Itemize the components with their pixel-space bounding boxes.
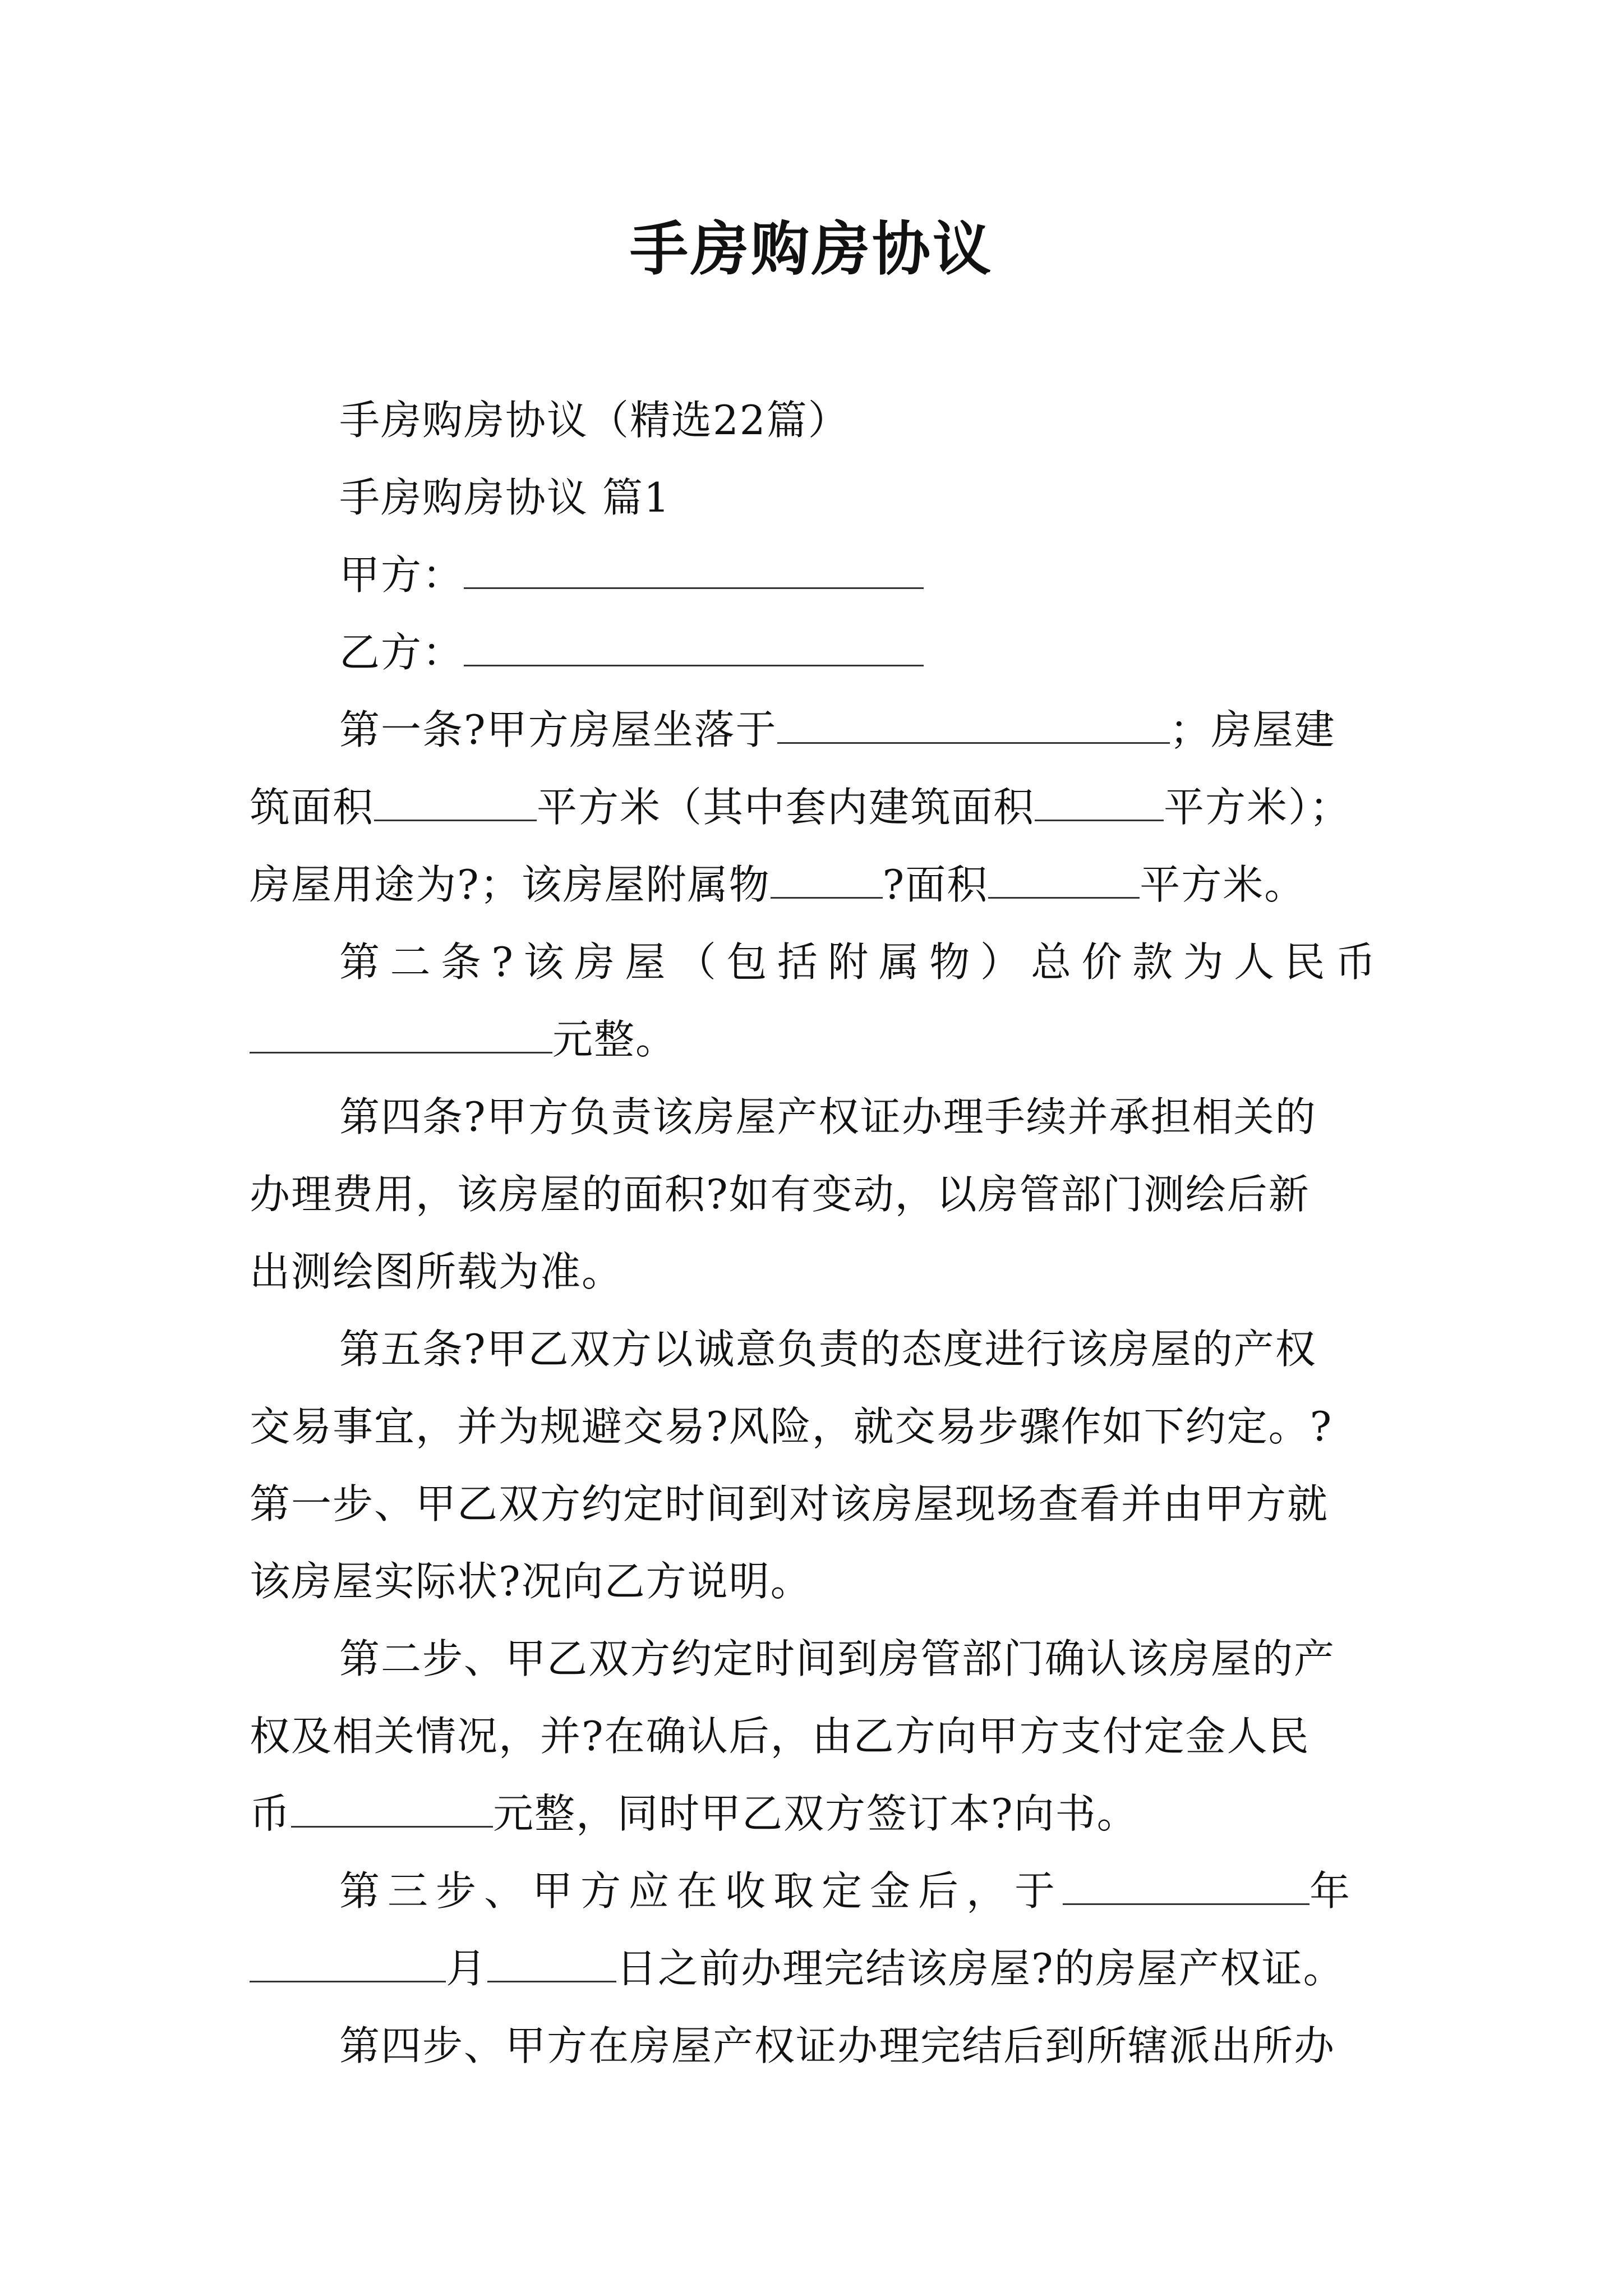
text-span: 平方米。	[1140, 861, 1306, 908]
article-4-line-3: 出测绘图所载为准。	[250, 1248, 624, 1295]
text-span: 币	[250, 1790, 292, 1837]
step-2-line-3	[250, 1775, 1377, 1852]
text-span: 元整，同时甲乙双方签订本?向书。	[493, 1790, 1138, 1837]
inner-area-blank	[1035, 786, 1164, 821]
text-span: 年	[1310, 1867, 1358, 1915]
article-1-line-3	[250, 846, 1377, 923]
attachment-blank	[771, 863, 883, 899]
attachment-area-blank	[988, 863, 1140, 899]
text-span: 第一条?甲方房屋坐落于	[339, 706, 777, 753]
article-4-line-2: 办理费用，该房屋的面积?如有变动，以房管部门测绘后新	[250, 1171, 1310, 1218]
party-b-label: 乙方：	[339, 629, 464, 676]
text-span: 平方米）；	[1164, 784, 1352, 831]
document-body	[250, 381, 1377, 2085]
day-blank	[487, 1947, 616, 1982]
step-2-line-2: 权及相关情况，并?在确认后，由乙方向甲方支付定金人民	[250, 1713, 1310, 1760]
article-5-line-2: 交易事宜，并为规避交易?风险，就交易步骤作如下约定。?	[250, 1403, 1333, 1450]
article-5-line-3: 第一步、甲乙双方约定时间到对该房屋现场查看并由甲方就	[250, 1480, 1329, 1527]
text-span: 筑面积	[250, 784, 375, 831]
area-blank	[374, 786, 537, 821]
text-span: 日之前办理完结该房屋?的房屋产权证。	[616, 1945, 1345, 1992]
article-5-line-1: 第五条?甲乙双方以诚意负责的态度进行该房屋的产权	[339, 1326, 1317, 1373]
party-a-line	[250, 536, 1377, 614]
party-a-label: 甲方：	[339, 551, 464, 599]
article-1-line-2	[250, 769, 1377, 846]
text-span: ；房屋建	[1169, 706, 1336, 753]
text-span: 第三步、甲方应在收取定金后，于	[339, 1867, 1063, 1915]
price-blank	[250, 1018, 552, 1053]
text-span: 月	[446, 1945, 488, 1992]
article-5-line-4: 该房屋实际状?况向乙方说明。	[250, 1558, 812, 1605]
party-b-blank	[464, 631, 924, 666]
article-1-line-1	[250, 691, 1377, 769]
text-span: 平方米（其中套内建筑面积	[537, 784, 1035, 831]
section-heading: 手房购房协议 篇1	[339, 474, 671, 521]
document-title: 手房购房协议	[629, 215, 993, 283]
article-2-line-2	[250, 1001, 1377, 1078]
step-2-line-1: 第二步、甲乙双方约定时间到房管部门确认该房屋的产	[339, 1635, 1336, 1682]
article-2-line-1: 第二条?该房屋（包括附属物）总价款为人民币	[339, 938, 1377, 986]
subtitle-line: 手房购房协议（精选22篇）	[339, 397, 850, 444]
party-b-line	[250, 614, 1377, 691]
step-4-line-1: 第四步、甲方在房屋产权证办理完结后到所辖派出所办	[339, 2022, 1336, 2069]
text-span: ?面积	[882, 861, 989, 908]
article-4-line-1: 第四条?甲方负责该房屋产权证办理手续并承担相关的	[339, 1093, 1317, 1140]
text-span: 房屋用途为?；该房屋附属物	[250, 861, 771, 908]
step-3-line-1	[250, 1852, 1377, 1930]
location-blank	[777, 708, 1170, 744]
party-a-blank	[464, 554, 924, 589]
deposit-blank	[291, 1792, 493, 1828]
year-blank	[1063, 1870, 1310, 1905]
month-blank	[250, 1947, 446, 1982]
text-span: 元整。	[552, 1016, 677, 1063]
step-3-line-2	[250, 1930, 1377, 2007]
